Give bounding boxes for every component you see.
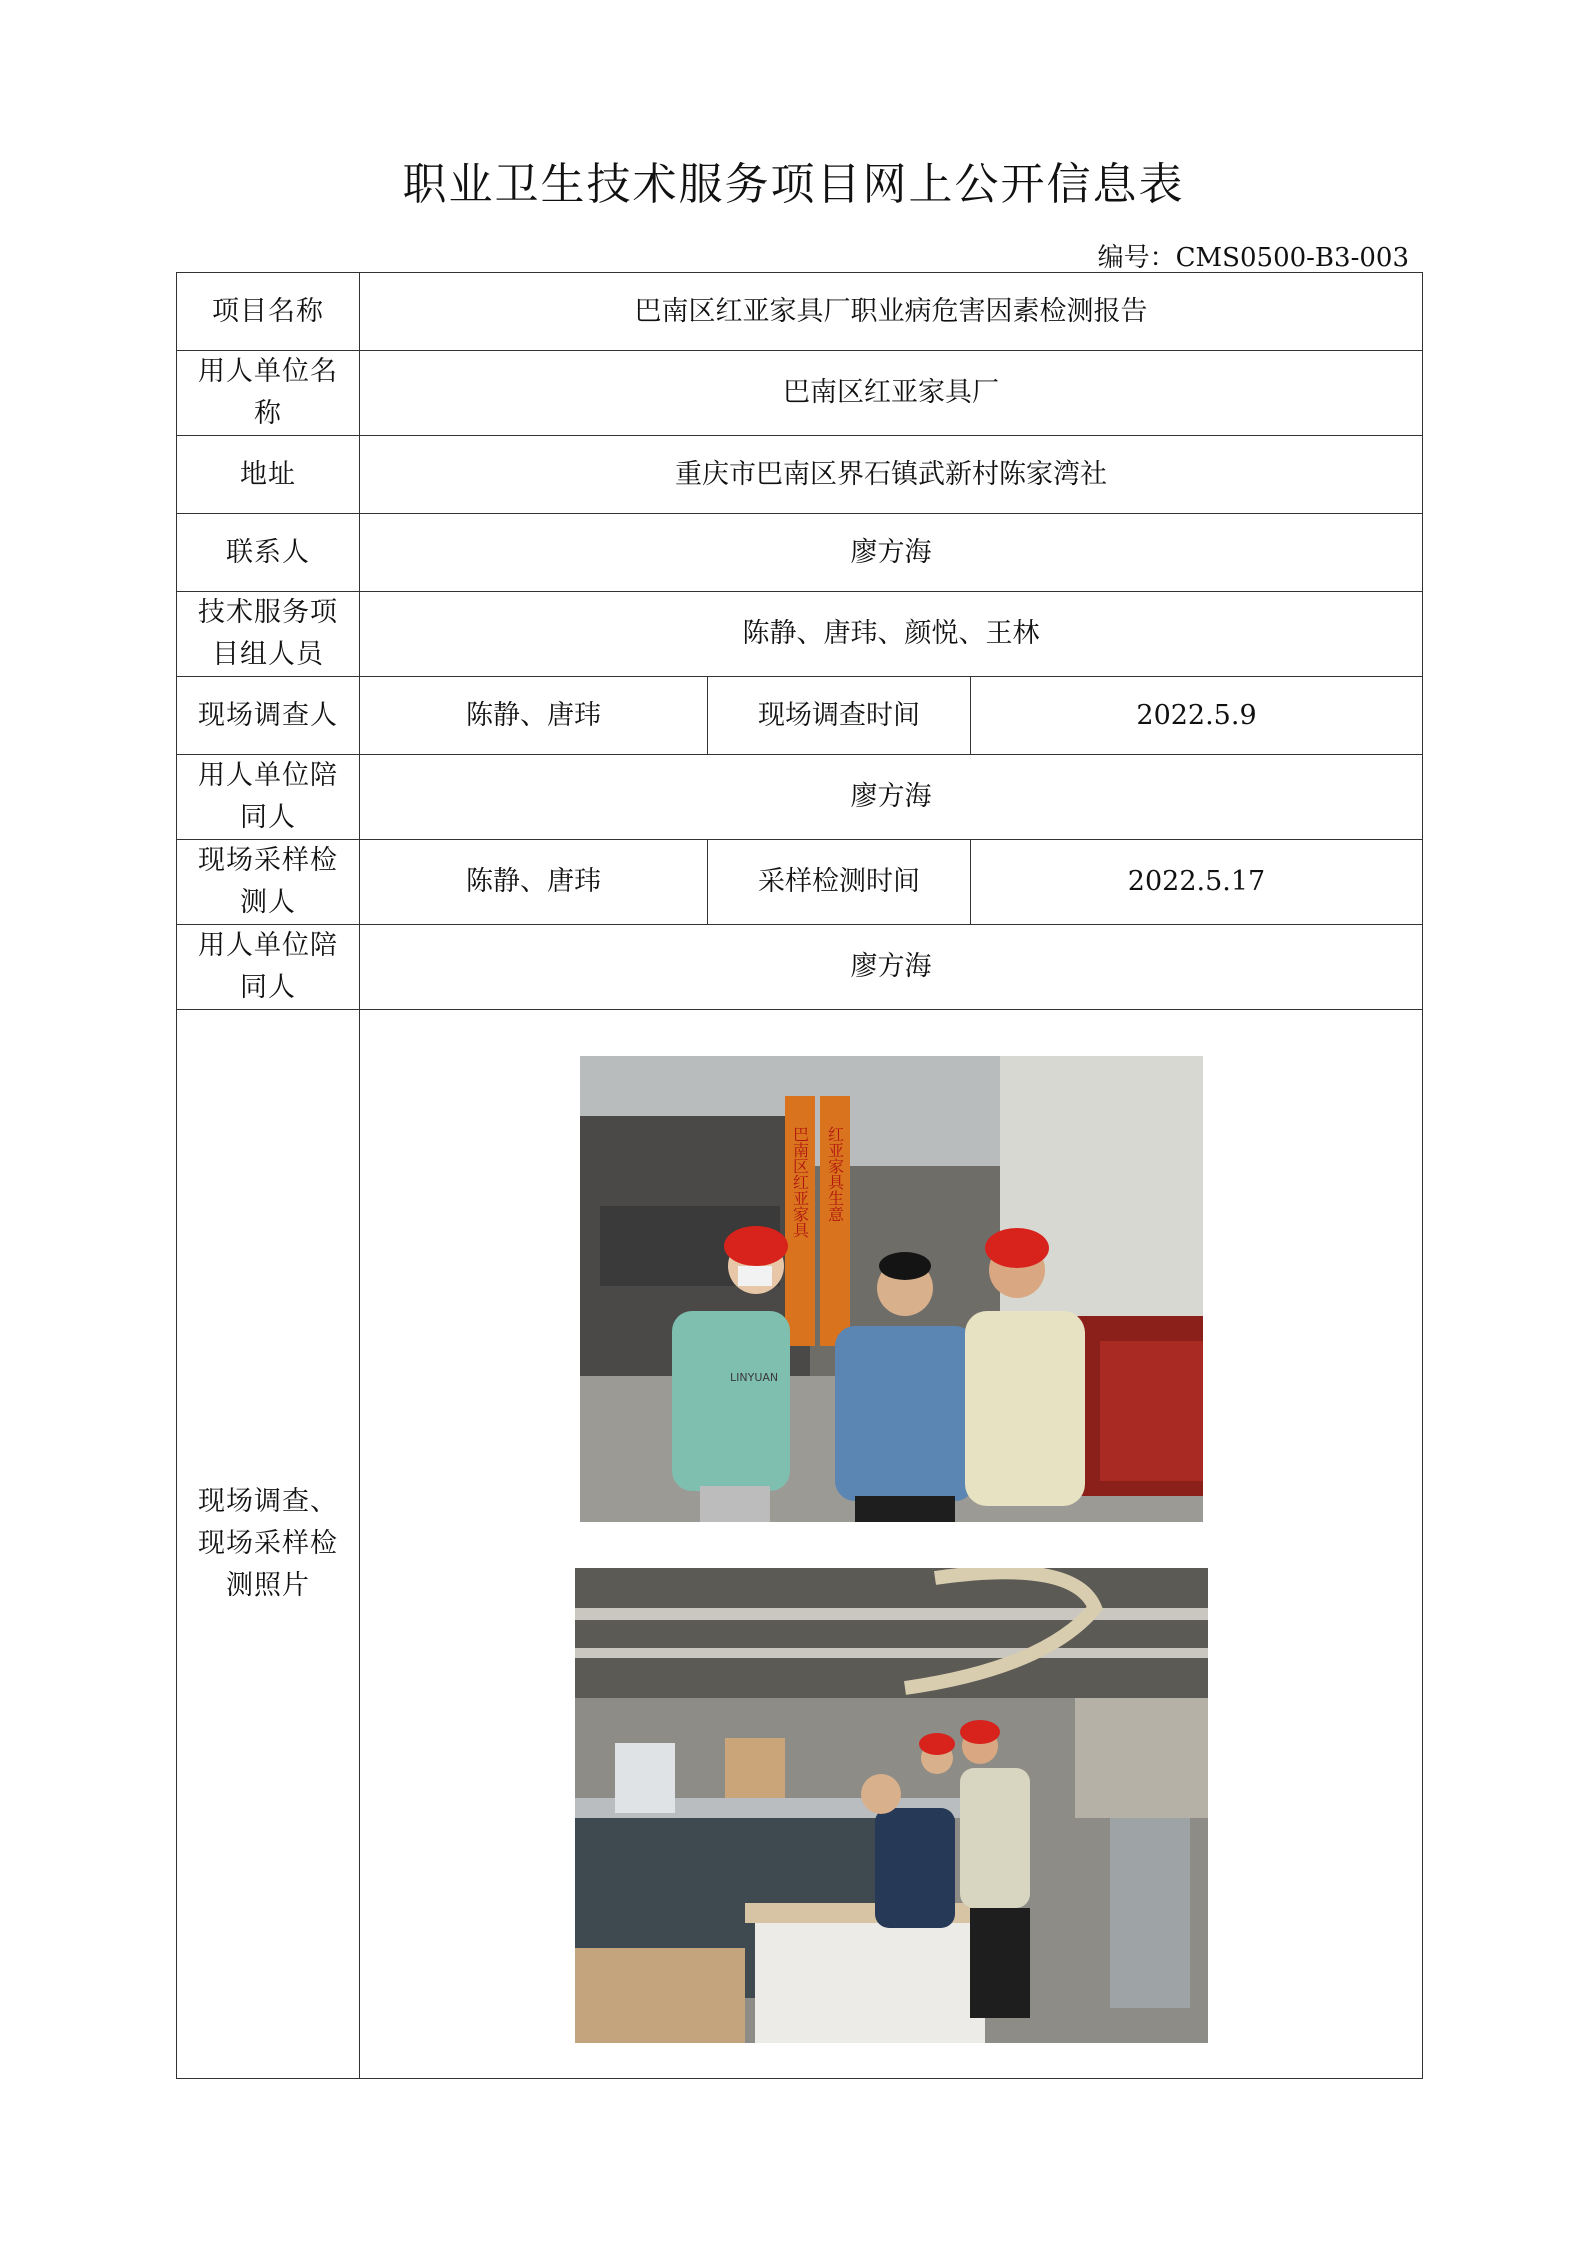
row-sampling-escort [177,925,1423,1010]
photo-survey [580,1056,1203,1522]
value-contact: 廖方海 [360,514,1423,592]
value-survey: 陈静、唐玮 [360,677,708,755]
value-team: 陈静、唐玮、颜悦、王林 [360,592,1423,677]
document-code: 编号：CMS0500-B3-003 [1097,243,1409,273]
label-team: 技术服务项目组人员 [177,592,360,677]
row-photos [177,1010,1423,2079]
label-contact: 联系人 [177,514,360,592]
value-employer: 巴南区红亚家具厂 [360,351,1423,436]
label-photos: 现场调查、现场采样检测照片 [177,1010,360,2079]
label-survey-time: 现场调查时间 [708,677,971,755]
banner-right-text: 红亚家具生意 [825,1125,845,1222]
label-employer: 用人单位名称 [177,351,360,436]
row-address [177,436,1423,514]
value-address: 重庆市巴南区界石镇武新村陈家湾社 [360,436,1423,514]
row-sampling [177,840,1423,925]
label-sampling: 现场采样检测人 [177,840,360,925]
shirt-print: LINYUAN [729,1370,778,1384]
label-address: 地址 [177,436,360,514]
value-sampling: 陈静、唐玮 [360,840,708,925]
label-sampling-time: 采样检测时间 [708,840,971,925]
row-contact [177,514,1423,592]
value-project-name: 巴南区红亚家具厂职业病危害因素检测报告 [360,273,1423,351]
label-sampling-escort: 用人单位陪同人 [177,925,360,1010]
value-survey-escort: 廖方海 [360,755,1423,840]
value-sampling-time: 2022.5.17 [971,840,1423,925]
value-survey-time: 2022.5.9 [971,677,1423,755]
label-survey: 现场调查人 [177,677,360,755]
value-sampling-escort: 廖方海 [360,925,1423,1010]
banner-left-text: 巴南区红亚家具 [790,1125,810,1238]
row-project-name [177,273,1423,351]
row-employer [177,351,1423,436]
label-survey-escort: 用人单位陪同人 [177,755,360,840]
info-table [176,272,1423,2079]
label-project-name: 项目名称 [177,273,360,351]
row-team [177,592,1423,677]
photos-cell [360,1010,1423,2079]
row-survey [177,677,1423,755]
page-title: 职业卫生技术服务项目网上公开信息表 [402,159,1185,210]
row-survey-escort [177,755,1423,840]
photo-sampling [575,1568,1208,2043]
